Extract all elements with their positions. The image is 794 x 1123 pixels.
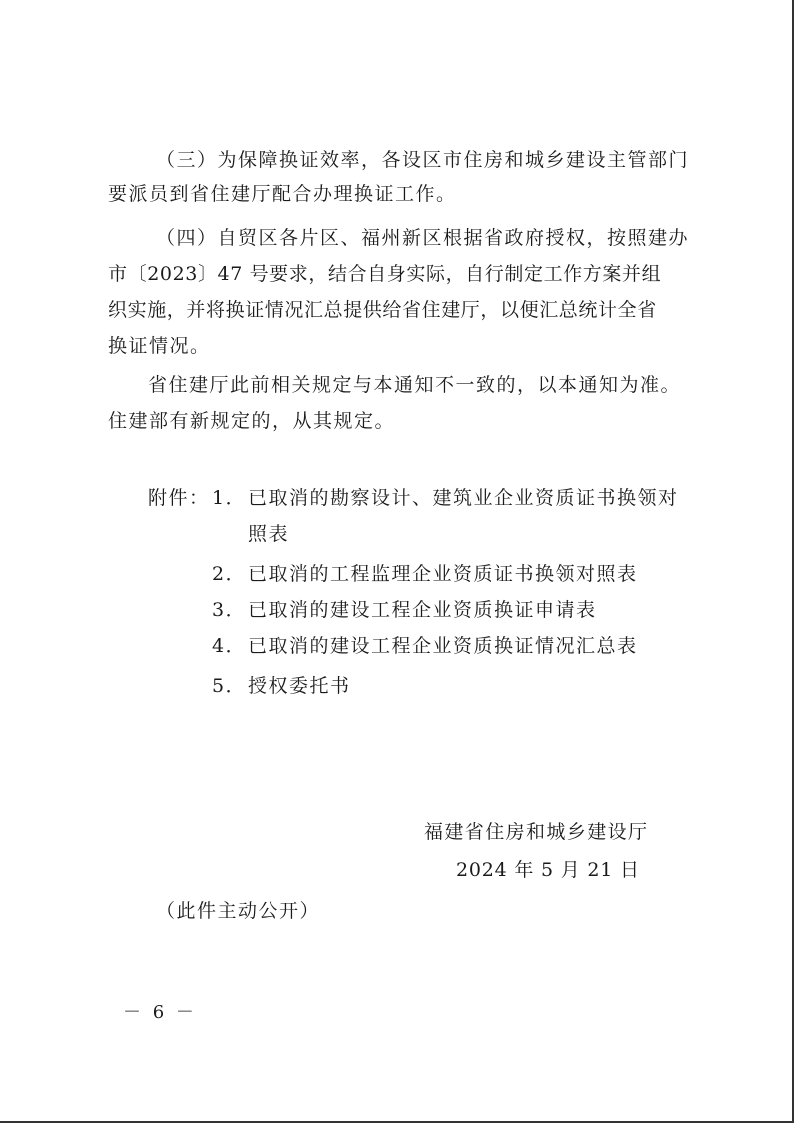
paragraph-4-line-2: 市〔2023〕47 号要求，结合自身实际，自行制定工作方案并组 [108, 263, 662, 285]
disclosure-note: （此件主动公开） [156, 900, 321, 922]
attachment-4-number: 4． [212, 635, 247, 657]
paragraph-5-line-1: 省住建厅此前相关规定与本通知不一致的，以本通知为准。 [148, 374, 682, 396]
attachment-1-number: 1． [212, 487, 247, 509]
attachment-1-title-line-2: 照表 [248, 523, 290, 545]
attachment-3-number: 3． [212, 599, 247, 621]
paragraph-3-line-1: （三）为保障换证效率，各设区市住房和城乡建设主管部门 [156, 149, 690, 171]
attachments-label: 附件： [148, 487, 210, 509]
page-number: － 6 － [123, 1002, 197, 1023]
attachment-4-title: 已取消的建设工程企业资质换证情况汇总表 [248, 635, 638, 657]
paragraph-4-line-4: 换证情况。 [108, 335, 211, 357]
issue-date: 2024 年 5 月 21 日 [456, 859, 640, 881]
paragraph-5-line-2: 住建部有新规定的，从其规定。 [108, 410, 396, 432]
attachment-2-title: 已取消的工程监理企业资质证书换领对照表 [248, 563, 638, 585]
attachment-3-title: 已取消的建设工程企业资质换证申请表 [248, 599, 597, 621]
paragraph-4-line-3: 织实施，并将换证情况汇总提供给省住建厅，以便汇总统计全省 [108, 299, 657, 321]
paragraph-4-line-1: （四）自贸区各片区、福州新区根据省政府授权，按照建办 [156, 227, 690, 249]
attachment-1-title-line-1: 已取消的勘察设计、建筑业企业资质证书换领对 [248, 487, 679, 509]
attachment-5-title: 授权委托书 [248, 675, 351, 697]
attachment-5-number: 5． [212, 675, 247, 697]
attachment-2-number: 2． [212, 563, 247, 585]
issuing-organization: 福建省住房和城乡建设厅 [424, 821, 649, 843]
paragraph-3-line-2: 要派员到省住建厅配合办理换证工作。 [108, 183, 457, 205]
